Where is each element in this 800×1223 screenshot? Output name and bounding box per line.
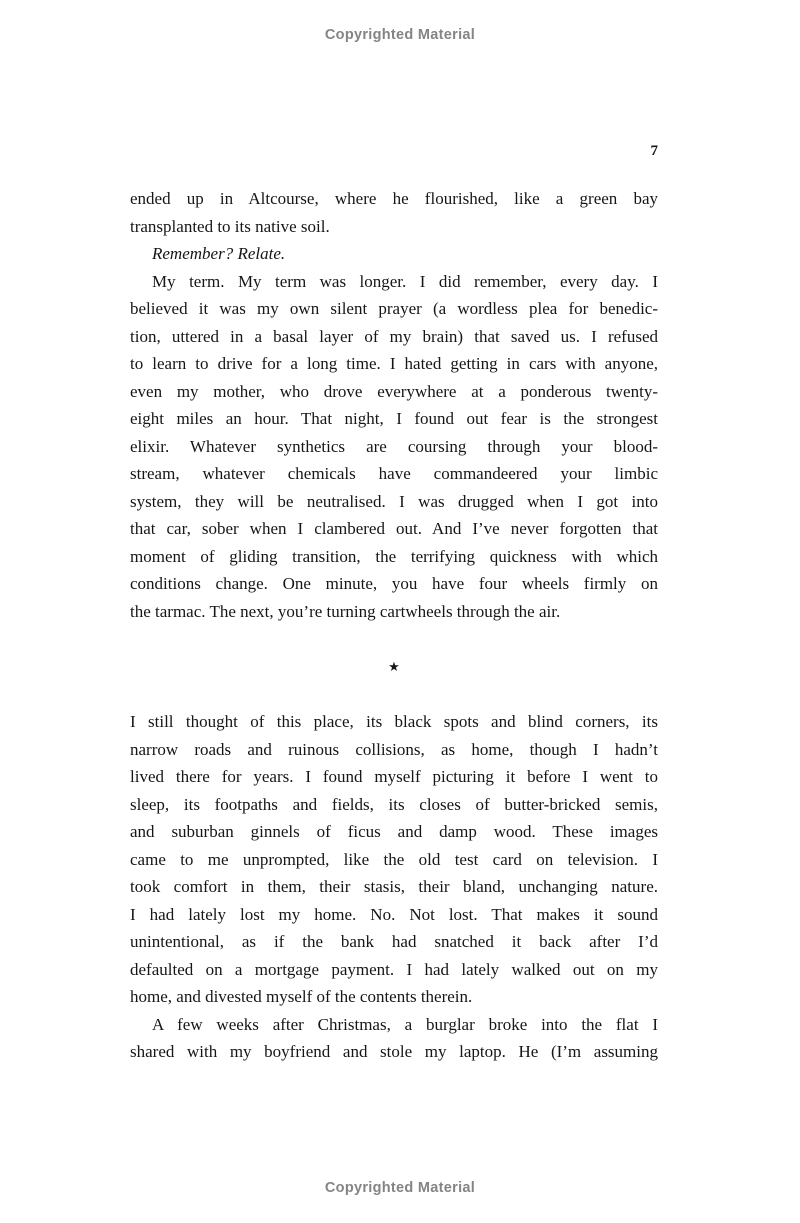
text-line: transplanted to its native soil.	[130, 216, 330, 236]
text-line: conditions change. One minute, you have four wheels firmly on	[130, 574, 658, 593]
text-line: narrow roads and ruinous collisions, as home, though I hadn’t	[130, 739, 658, 759]
text-line: My term. My term was longer. I did remember, every day. I	[152, 271, 658, 291]
text-line: stream, whatever chemicals have commandeered your limbic	[130, 464, 658, 483]
text-line: ended up in Altcourse, where he flourished, like a green bay	[130, 189, 658, 208]
text-line: Remember? Relate.	[152, 244, 286, 263]
paragraph	[130, 240, 658, 268]
text-line: even my mother, who drove everywhere at a ponderous twenty-	[130, 381, 658, 401]
text-line: believed it was my own silent prayer (a wordless plea for benedic-	[130, 299, 658, 318]
text-line: system, they will be neutralised. I was drugged when I got into	[130, 491, 658, 511]
text-line: eight miles an hour. That night, I found out fear is the strongest	[130, 409, 658, 428]
text-line: A few weeks after Christmas, a burglar broke into the flat I	[152, 1014, 658, 1034]
text-line: tion, uttered in a basal layer of my brain) that saved us. I refused	[130, 326, 658, 346]
page-number-row	[130, 143, 658, 160]
text-line: unintentional, as if the bank had snatched it back after I’d	[130, 932, 658, 951]
text-line: the tarmac. The next, you’re turning cartwheels through the air.	[130, 601, 561, 621]
body-text-column	[130, 185, 658, 1066]
text-line: defaulted on a mortgage payment. I had lately walked out on my	[130, 959, 658, 979]
star-divider-icon: ★	[388, 659, 400, 674]
section-divider	[130, 625, 658, 708]
paragraph	[130, 1011, 658, 1066]
text-line: sleep, its footpaths and fields, its closes of butter-bricked semis,	[130, 794, 658, 814]
text-line: and suburban ginnels of ficus and damp wood. These images	[130, 822, 658, 841]
text-line: shared with my boyfriend and stole my laptop. He (I’m assuming	[130, 1042, 658, 1061]
text-line: to learn to drive for a long time. I hated getting in cars with anyone,	[130, 354, 658, 373]
page-number: 7	[650, 143, 658, 159]
text-line: took comfort in them, their stasis, their bland, unchanging nature.	[130, 877, 658, 896]
text-line: that car, sober when I clambered out. And I’ve never forgotten that	[130, 519, 658, 538]
copyright-notice-bottom: Copyrighted Material	[324, 1180, 476, 1196]
paragraph	[130, 185, 658, 240]
text-line: elixir. Whatever synthetics are coursing through your blood-	[130, 436, 658, 456]
copyright-notice-top: Copyrighted Material	[324, 27, 476, 43]
text-line: lived there for years. I found myself picturing it before I went to	[130, 767, 658, 786]
paragraph	[130, 268, 658, 626]
text-line: came to me unprompted, like the old test card on television. I	[130, 849, 658, 869]
text-line: home, and divested myself of the contents therein.	[130, 987, 473, 1006]
paragraph	[130, 708, 658, 1011]
text-line: I still thought of this place, its black spots and blind corners, its	[130, 712, 658, 731]
text-line: I had lately lost my home. No. Not lost. That makes it sound	[130, 904, 658, 924]
text-line: moment of gliding transition, the terrifying quickness with which	[130, 546, 658, 566]
